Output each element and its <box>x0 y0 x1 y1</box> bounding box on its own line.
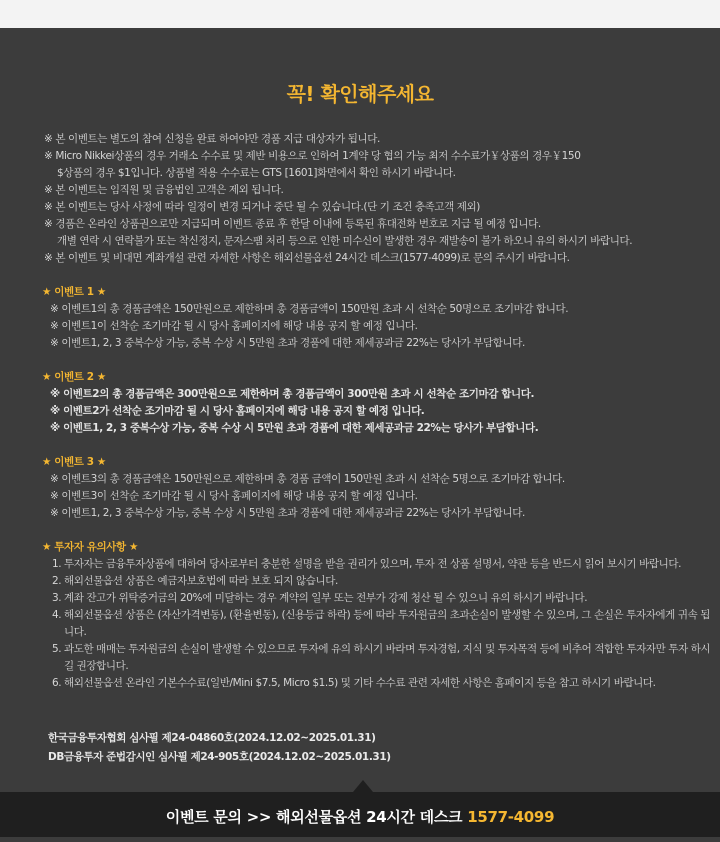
note-item: $상품의 경우 $1입니다. 상품별 적용 수수료는 GTS [1601]화면에서 확인 하시기 바랍니다. <box>57 167 456 179</box>
investor-notice-title: ★ 투자자 유의사항 ★ <box>42 541 138 553</box>
investor-notice-item <box>42 607 717 641</box>
investor-notice-item <box>42 675 717 692</box>
contact-text[interactable] <box>0 792 720 837</box>
event-2-item: ※ 이벤트2의 총 경품금액은 300만원으로 제한하며 총 경품금액이 300만원 초과 시 선착순 조기마감 합니다. <box>50 388 535 400</box>
registration-line: DB금융투자 준법감시인 심사필 제24-905호(2024.12.02~2025.01.31) <box>48 751 391 763</box>
note-item: ※ 본 이벤트 및 비대면 계좌개설 관련 자세한 사항은 해외선물옵션 24시간 데스크(1577-4099)로 문의 주시기 바랍니다. <box>44 252 570 264</box>
note-item: ※ Micro Nikkei상품의 경우 거래소 수수료 및 제반 비용으로 인하여 1계약 당 협의 가능 최저 수수료가￥상품의 경우￥150 <box>44 150 581 162</box>
note-item: ※ 본 이벤트는 임직원 및 금융법인 고객은 제외 됩니다. <box>44 184 284 196</box>
note-item: ※ 본 이벤트는 별도의 참여 신청을 완료 하여야만 경품 지급 대상자가 됩니다. <box>44 133 380 145</box>
note-item: 개별 연락 시 연락불가 또는 착신정지, 문자스팸 처리 등으로 인한 미수신이 발생한 경우 재발송이 불가 하오니 유의 하시기 바랍니다. <box>57 235 633 247</box>
event-3-title: ★ 이벤트 3 ★ <box>42 456 106 468</box>
event-1-item: ※ 이벤트1, 2, 3 중복수상 가능, 중복 수상 시 5만원 초과 경품에 대한 제세공과금 22%는 당사가 부담합니다. <box>50 337 525 349</box>
page-title: 꼭! 확인해주세요 <box>286 82 434 106</box>
event-2-item: ※ 이벤트1, 2, 3 중복수상 가능, 중복 수상 시 5만원 초과 경품에 대한 제세공과금 22%는 당사가 부담합니다. <box>50 422 539 434</box>
contact-label: 이벤트 문의 >> 해외선물옵션 24시간 데스크 <box>165 808 463 826</box>
event-1-item: ※ 이벤트1이 선착순 조기마감 될 시 당사 홈페이지에 해당 내용 공지 할 예정 입니다. <box>50 320 418 332</box>
top-strip <box>0 0 720 28</box>
event-2-title: ★ 이벤트 2 ★ <box>42 371 106 383</box>
item-text: 투자자는 금융투자상품에 대하여 당사로부터 충분한 설명을 받을 권리가 있으며, 투자 전 상품 설명서, 약관 등을 반드시 읽어 보시기 바랍니다. <box>64 558 682 570</box>
notes-list <box>44 131 714 267</box>
item-text: 과도한 매매는 투자원금의 손실이 발생할 수 있으므로 투자에 유의 하시기 바라며 투자경험, 지식 및 투자목적 등에 비추어 적합한 투자자만 투자 하시 길 권장합니다. <box>64 643 711 672</box>
registration-info <box>48 729 391 767</box>
item-text: 계좌 잔고가 위탁증거금의 20%에 미달하는 경우 계약의 일부 또는 전부가 강제 청산 될 수 있으니 유의 하시기 바랍니다. <box>64 592 588 604</box>
contact-footer[interactable] <box>0 792 720 837</box>
event-1-item: ※ 이벤트1의 총 경품금액은 150만원으로 제한하며 총 경품금액이 150만원 초과 시 선착순 50명으로 조기마감 합니다. <box>50 303 569 315</box>
item-number: 1. <box>52 558 62 570</box>
up-arrow-icon <box>353 780 373 792</box>
investor-notice-item <box>42 573 717 590</box>
investor-notice-section <box>42 539 717 692</box>
item-text: 해외선물옵션 상품은 (자산가격변동), (환율변동), (신용등급 하락) 등에 따라 투자원금의 초과손실이 발생할 수 있으며, 그 손실은 투자자에게 귀속 됩니다. <box>64 609 711 638</box>
investor-notice-item <box>42 641 717 675</box>
event-3-item: ※ 이벤트3이 선착순 조기마감 될 시 당사 홈페이지에 해당 내용 공지 할 예정 입니다. <box>50 490 418 502</box>
item-number: 5. <box>52 643 62 655</box>
registration-line: 한국금융투자협회 심사필 제24-04860호(2024.12.02~2025.01.31) <box>48 732 376 744</box>
event-2-item: ※ 이벤트2가 선착순 조기마감 될 시 당사 홈페이지에 해당 내용 공지 할 예정 입니다. <box>50 405 425 417</box>
event-3-item: ※ 이벤트1, 2, 3 중복수상 가능, 중복 수상 시 5만원 초과 경품에 대한 제세공과금 22%는 당사가 부담합니다. <box>50 507 525 519</box>
event-2-section <box>42 369 717 437</box>
event-3-section <box>42 454 717 522</box>
note-item: ※ 본 이벤트는 당사 사정에 따라 일정이 변경 되거나 중단 될 수 있습니다.(단 기 조건 충족고객 제외) <box>44 201 480 213</box>
investor-notice-item <box>42 556 717 573</box>
item-text: 해외선물옵션 온라인 기본수수료(일반/Mini $7.5, Micro $1.5) 및 기타 수수료 관련 자세한 사항은 홈페이지 등을 참고 하시기 바랍니다. <box>64 677 656 689</box>
event-1-title: ★ 이벤트 1 ★ <box>42 286 106 298</box>
item-number: 2. <box>52 575 62 587</box>
item-number: 4. <box>52 609 62 621</box>
item-number: 6. <box>52 677 62 689</box>
event-1-section <box>42 284 717 352</box>
note-item: ※ 경품은 온라인 상품권으로만 지급되며 이벤트 종료 후 한달 이내에 등록된 휴대전화 번호로 지급 될 예정 입니다. <box>44 218 541 230</box>
contact-phone[interactable]: 1577-4099 <box>467 808 555 826</box>
item-number: 3. <box>52 592 62 604</box>
event-3-item: ※ 이벤트3의 총 경품금액은 150만원으로 제한하며 총 경품 금액이 150만원 초과 시 선착순 5명으로 조기마감 합니다. <box>50 473 565 485</box>
investor-notice-item <box>42 590 717 607</box>
item-text: 해외선물옵션 상품은 예금자보호법에 따라 보호 되지 않습니다. <box>64 575 338 587</box>
